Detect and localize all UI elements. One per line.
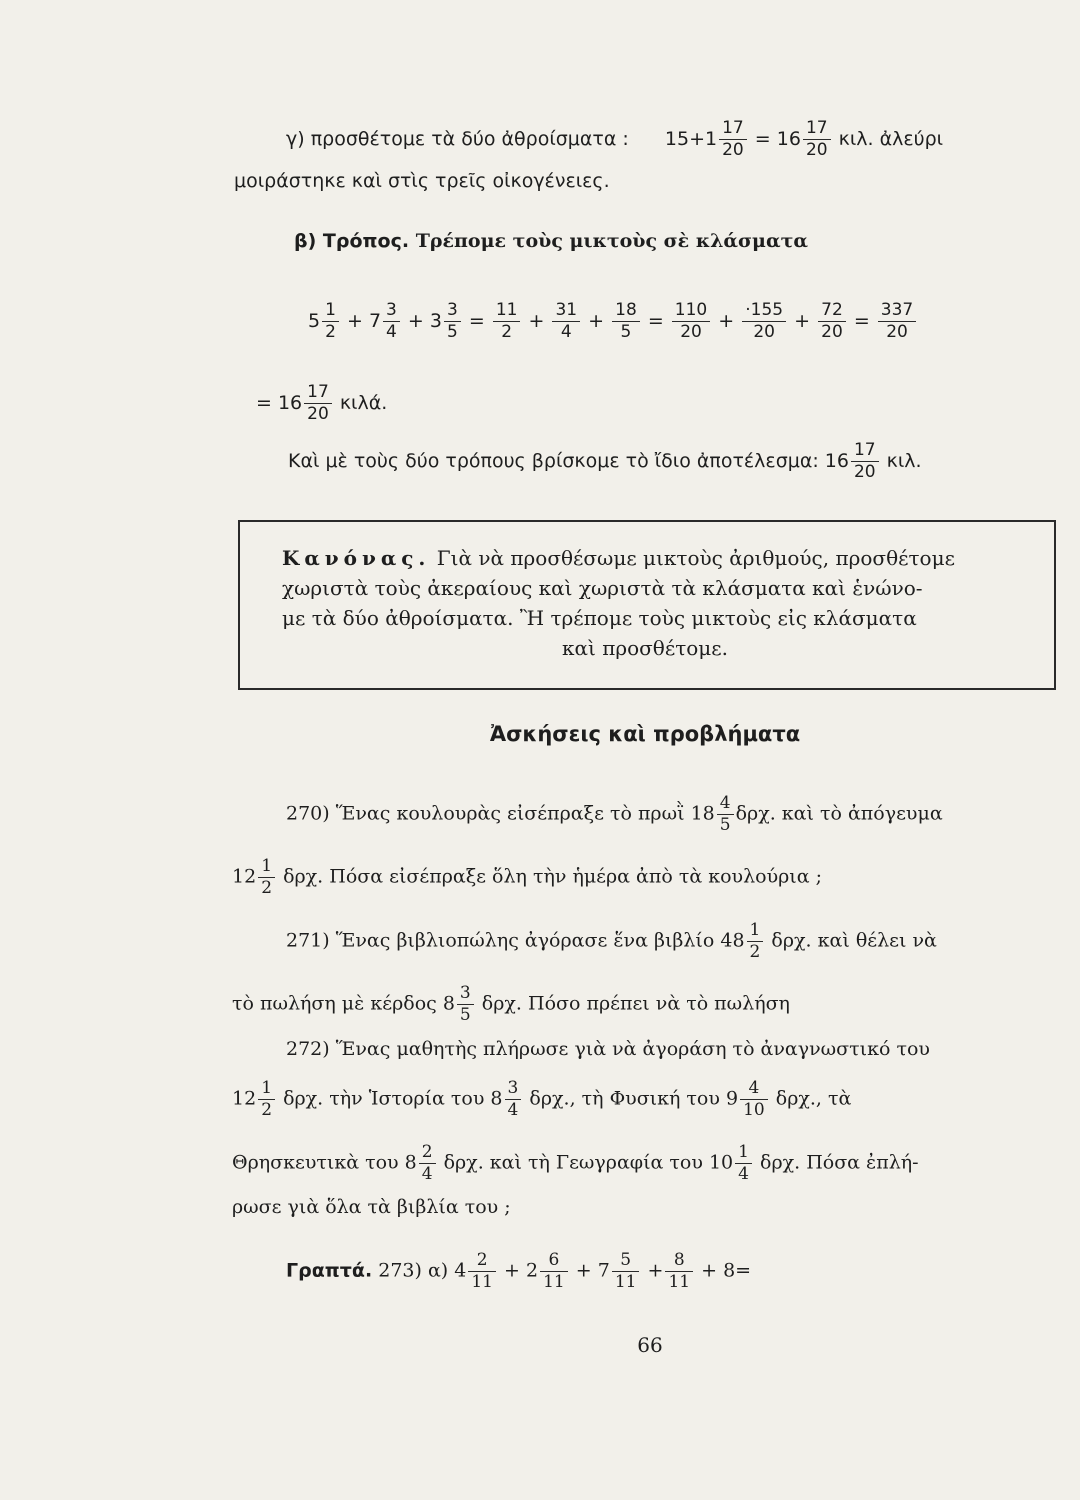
beta-heading: β) Τρόπος. Τρέπομε τοὺς μικτοὺς σὲ κλάσματα	[294, 230, 808, 252]
rule-line-2: χωριστὰ τοὺς ἀκεραίους καὶ χωριστὰ τὰ κλάσματα καὶ ἑνώνο-	[282, 576, 923, 600]
rule-label: Κανόνας.	[282, 546, 431, 570]
p273-fraction-1: $\frac{2}{11}$	[468, 1250, 496, 1293]
problem-271-line-2: τὸ πωλήση μὲ κέρδος 8 $\frac{3}{5}$ δρχ. Πόσο πρέπει νὰ τὸ πωλήση	[232, 983, 790, 1025]
eq-fraction-72-20: $\frac{72}{20}$	[818, 300, 846, 343]
problem-270-line-1: 270) Ἕνας κουλουρὰς εἰσέπραξε τὸ πρωῒ 18 $\frac{4}{5}$ δρχ. καὶ τὸ ἀπόγευμα	[286, 793, 943, 835]
gamma-text: γ) προσθέτομε τὰ δύο ἀθροίσματα :	[286, 128, 629, 150]
gamma-expr: 15+1	[664, 128, 718, 150]
eq-fraction-337-20: $\frac{337}{20}$	[878, 300, 916, 343]
gamma-tail: κιλ. ἀλεύρι	[838, 128, 944, 150]
beta-equation: 5 $\frac{1}{2}$ + 7 $\frac{3}{4}$ + 3 $\frac{3}{5}$ = $\frac{11}{2}$ + $\frac{31}{4}$ + $\frac{18}{5}$ = $\frac{110}{20}$ + $\frac{\cdot 155}{20}$ + $\frac{72}{20}$ = $\frac{337}{20}$	[308, 300, 918, 343]
eq-fraction-31-4: $\frac{31}{4}$	[552, 300, 580, 343]
gamma-line-2: μοιράστηκε καὶ στὶς τρεῖς οἰκογένειες.	[234, 170, 610, 192]
problem-272-line-3: Θρησκευτικὰ του 8 $\frac{2}{4}$ δρχ. καὶ τὴ Γεωγραφία του 10 $\frac{1}{4}$ δρχ. Πόσα ἐπλή-	[232, 1142, 919, 1184]
problem-270-line-2: 12 $\frac{1}{2}$ δρχ. Πόσα εἰσέπραξε ὅλη τὴν ἡμέρα ἀπὸ τὰ κουλούρια ;	[232, 856, 823, 898]
problem-272-line-1: 272) Ἕνας μαθητὴς πλήρωσε γιὰ νὰ ἀγοράση τὸ ἀναγνωστικό του	[286, 1038, 930, 1060]
beta-result: = 16 $\frac{17}{20}$ κιλά.	[256, 382, 388, 424]
p270-fraction-2: $\frac{1}{2}$	[258, 856, 275, 899]
p272-fraction-4: $\frac{2}{4}$	[419, 1142, 436, 1185]
beta-conclusion: Καὶ μὲ τοὺς δύο τρόπους βρίσκομε τὸ ἴδιο ἀποτέλεσμα: 16 $\frac{17}{20}$ κιλ.	[288, 440, 922, 482]
gamma-fraction-1: $\frac{17}{20}$	[719, 118, 747, 161]
eq-fraction-3-4: $\frac{3}{4}$	[383, 300, 400, 343]
eq-fraction-1-2: $\frac{1}{2}$	[322, 300, 339, 343]
p272-fraction-3: $\frac{4}{10}$	[740, 1078, 768, 1121]
p272-fraction-2: $\frac{3}{4}$	[505, 1078, 522, 1121]
gamma-fraction-2: $\frac{17}{20}$	[803, 118, 831, 161]
p272-fraction-1: $\frac{1}{2}$	[258, 1078, 275, 1121]
p271-fraction-2: $\frac{3}{5}$	[457, 983, 474, 1026]
eq-fraction-18-5: $\frac{18}{5}$	[612, 300, 640, 343]
problem-273-line: Γραπτά. 273) α) 4 $\frac{2}{11}$ + 2 $\frac{6}{11}$ + 7 $\frac{5}{11}$ + $\frac{8}{11}$ + 8=	[286, 1250, 752, 1292]
p273-fraction-2: $\frac{6}{11}$	[540, 1250, 568, 1293]
page-number: 66	[637, 1333, 663, 1357]
exercises-heading: Ἀσκήσεις καὶ προβλήματα	[489, 722, 801, 746]
written-label: Γραπτά.	[286, 1259, 373, 1282]
gamma-line-1	[286, 118, 943, 161]
p272-fraction-5: $\frac{1}{4}$	[735, 1142, 752, 1185]
eq-fraction-11-2: $\frac{11}{2}$	[493, 300, 521, 343]
eq-fraction-3-5: $\frac{3}{5}$	[444, 300, 461, 343]
conclusion-fraction: $\frac{17}{20}$	[851, 440, 879, 483]
p273-fraction-3: $\frac{5}{11}$	[612, 1250, 640, 1293]
problem-271-line-1: 271) Ἕνας βιβλιοπώλης ἀγόρασε ἕνα βιβλίο 48 $\frac{1}{2}$ δρχ. καὶ θέλει νὰ	[286, 920, 937, 962]
p271-fraction-1: $\frac{1}{2}$	[747, 920, 764, 963]
eq-fraction-155-20: $\frac{\cdot 155}{20}$	[742, 300, 786, 343]
problem-272-line-4: ρωσε γιὰ ὅλα τὰ βιβλία του ;	[232, 1196, 511, 1218]
rule-line-3: με τὰ δύο ἀθροίσματα. Ἢ τρέπομε τοὺς μικτοὺς εἰς κλάσματα	[282, 606, 917, 630]
eq-fraction-110-20: $\frac{110}{20}$	[672, 300, 710, 343]
problem-272-line-2: 12 $\frac{1}{2}$ δρχ. τὴν Ἱστορία του 8 $\frac{3}{4}$ δρχ., τὴ Φυσική του 9 $\frac{4}{10}$ δρχ., τὰ	[232, 1078, 852, 1120]
p270-fraction-1: $\frac{4}{5}$	[717, 793, 734, 836]
gamma-equals: = 16	[754, 128, 801, 150]
result-fraction: $\frac{17}{20}$	[304, 382, 332, 425]
rule-line-4: καὶ προσθέτομε.	[561, 636, 729, 660]
p273-fraction-4: $\frac{8}{11}$	[665, 1250, 693, 1293]
rule-line-1: Κανόνας. Γιὰ νὰ προσθέσωμε μικτοὺς ἀριθμούς, προσθέτομε	[282, 546, 955, 570]
